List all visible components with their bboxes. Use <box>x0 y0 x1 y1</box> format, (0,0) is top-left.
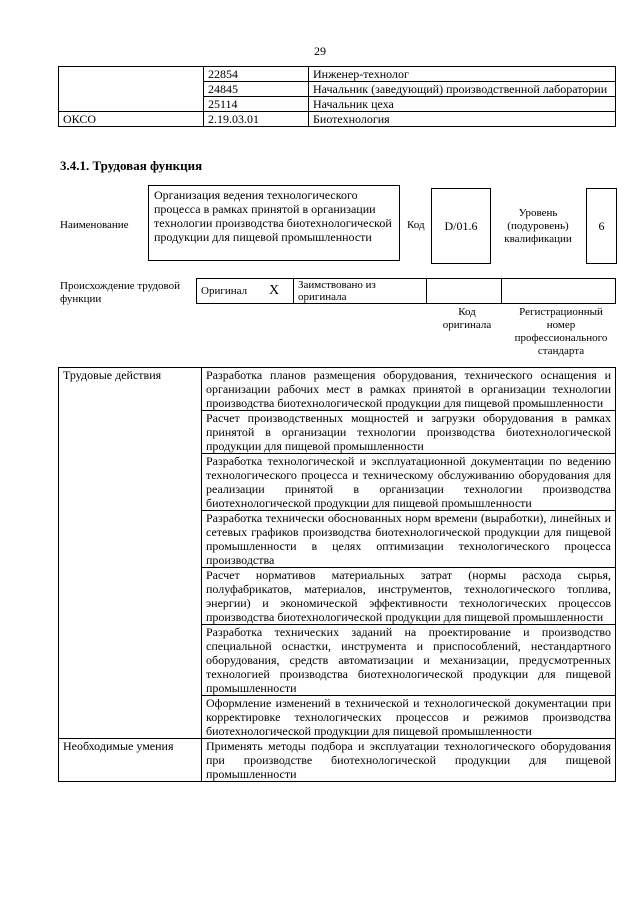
reg-number-caption: Регистрационный номер профессионального стандарта <box>514 306 608 357</box>
labor-action-item: Оформление изменений в технической и технологической документации при корректировке технологических процессов и режимов производства биотехнологической продукции для пищевой промышленности <box>202 696 616 739</box>
name-cell: Начальник (заведующий) производственной лаборатории <box>309 82 616 97</box>
page-number: 29 <box>314 44 326 58</box>
actions-table <box>58 367 616 782</box>
reg-number-cell <box>502 279 616 304</box>
function-name-box: Организация ведения технологического процесса в рамках принятой в организации технологии производства биотехнологической продукции для пищевой промышленности <box>148 185 400 261</box>
table-row <box>59 112 616 127</box>
code-value: D/01.6 <box>431 188 491 264</box>
labor-action-item: Разработка планов размещения оборудования, технического оснащения и организации рабочих мест в рамках принятой в организации технологии производства биотехнологической продукции для пищевой промышленности <box>202 368 616 411</box>
labor-action-item: Разработка технически обоснованных норм времени (выработки), линейных и сетевых графиков производства биотехнологической продукции для пищевой промышленности в целях оптимизации технологического процесса производства <box>202 511 616 568</box>
labor-action-item: Разработка технологической и эксплуатационной документации по ведению технологического процесса и техническому обслуживанию оборудования для реализации принятой в организации технологии производства биотехнологической продукции для пищевой промышленности <box>202 454 616 511</box>
codes-table <box>58 66 616 127</box>
skills-label: Необходимые умения <box>59 739 202 782</box>
code-cell: 22854 <box>204 67 309 82</box>
name-cell: Начальник цеха <box>309 97 616 112</box>
code-original-cell <box>427 279 502 304</box>
labor-action-item: Расчет нормативов материальных затрат (нормы расхода сырья, полуфабрикатов, материалов, инструментов, технологического топлива, энергии) и экономической эффективности технологических процессов производства биотехнологической продукции для пищевой промышленности <box>202 568 616 625</box>
table-row <box>59 67 616 82</box>
labor-actions-label: Трудовые действия <box>59 368 202 739</box>
code-label: Код <box>407 219 425 231</box>
name-cell: Инженер-технолог <box>309 67 616 82</box>
skill-item: Применять методы подбора и эксплуатации технологического оборудования при производстве биотехнологической продукции для пищевой промышленности <box>202 739 616 782</box>
origin-label: Происхождение трудовой функции <box>60 280 181 305</box>
origin-table <box>196 278 616 304</box>
code-cell: 25114 <box>204 97 309 112</box>
code-original-caption: Код оригинала <box>442 306 492 331</box>
code-cell: 24845 <box>204 82 309 97</box>
level-value: 6 <box>586 188 617 264</box>
table-row <box>59 368 616 411</box>
labor-action-item: Расчет производственных мощностей и загрузки оборудования в рамках принятой в организации технологии производства биотехнологической продукции для пищевой промышленности <box>202 411 616 454</box>
labor-action-item: Разработка технических заданий на проектирование и производство специальной оснастки, инструмента и приспособлений, нестандартного оборудования, средств автоматизации и механизации, предусмотренных технологией производства биотехнологической продукции для пищевой промышленности <box>202 625 616 696</box>
okso-label: ОКСО <box>59 112 204 127</box>
okso-code: 2.19.03.01 <box>204 112 309 127</box>
original-mark: X <box>265 279 294 304</box>
original-label: Оригинал <box>197 279 266 304</box>
okso-name: Биотехнология <box>309 112 616 127</box>
section-title: 3.4.1. Трудовая функция <box>60 158 203 173</box>
table-row <box>59 739 616 782</box>
borrowed-label: Заимствовано из оригинала <box>294 279 427 304</box>
name-label: Наименование <box>60 219 129 231</box>
level-label: Уровень (подуровень) квалификации <box>504 207 572 245</box>
